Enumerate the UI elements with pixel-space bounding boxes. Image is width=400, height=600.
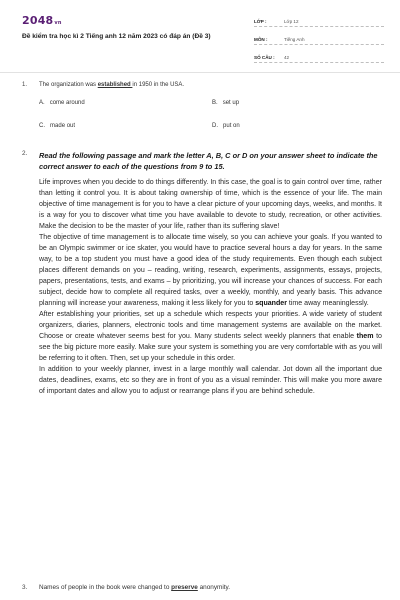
logo-suffix: vn [54, 20, 62, 26]
question-number: 2. [22, 150, 28, 157]
document-header [0, 0, 400, 70]
question-text-after: in 1950 in the USA. [132, 82, 185, 88]
option-a[interactable] [39, 100, 85, 106]
highlighted-word: squander [255, 300, 287, 307]
underlined-word: preserve [171, 584, 198, 591]
document-title: Đề kiểm tra học kì 2 Tiếng anh 12 năm 2023 có đáp án (Đề 3) [22, 33, 211, 40]
meta-label: MÔN : [254, 36, 268, 42]
question-number: 3. [22, 584, 28, 591]
reading-passage [39, 177, 382, 397]
question-text-before: Names of people in the book were changed to [39, 584, 172, 591]
meta-row-question-count [254, 52, 384, 63]
passage-paragraph-1: Life improves when you decide to do things differently. In this case, the goal is to gain control over time, rather than letting it control you. It is about taking ownership of time, which is the essence of your life. The main objective of time management is for you to have a clear picture of your upcoming days, weeks, and months. It is a way for you to discover what time you have available to devote to study, recreation, or other activities. Make the decision to be the master of your life, rather than its suffering slave! [39, 179, 382, 230]
option-text: set up [222, 100, 240, 106]
option-letter: B. [212, 100, 218, 106]
option-text: put on [223, 123, 240, 129]
meta-value: Tiếng Anh [284, 36, 305, 42]
option-text: made out [50, 123, 76, 129]
option-letter: D. [212, 123, 218, 129]
question-text [39, 82, 184, 88]
site-logo[interactable] [22, 14, 62, 27]
document-meta [254, 16, 384, 70]
meta-row-subject [254, 34, 384, 45]
option-letter: A. [39, 100, 45, 106]
paragraph-text: After establishing your priorities, set up a schedule which respects your priorities. A wide variety of student organizers, diaries, planners, electronic tools and time management systems are available on the market. Choose or create whatever seems best for you. Many students select weekly planners that enable [39, 311, 382, 340]
question-text-before: The organization was [39, 82, 98, 88]
option-d[interactable] [212, 123, 240, 129]
paragraph-text: time away meaninglessly. [286, 300, 369, 307]
meta-label: SỐ CÂU : [254, 54, 275, 60]
option-b[interactable] [212, 100, 239, 106]
meta-value: Lớp 12 [284, 18, 299, 24]
question-instruction: Read the following passage and mark the letter A, B, C or D on your answer sheet to indicate the correct answer to each of the questions from 9 to 15. [39, 151, 378, 171]
logo-main: 2048 [22, 14, 54, 27]
meta-row-class [254, 16, 384, 27]
meta-value: 42 [284, 54, 290, 60]
header-divider [0, 72, 400, 73]
option-letter: C. [39, 123, 45, 129]
option-c[interactable] [39, 123, 75, 129]
passage-paragraph-4: In addition to your weekly planner, invest in a large monthly wall calendar. Jot down all the important due dates, deadlines, exams, etc so they are in front of you as a visual reminder. This will make you more aware of important dates and allow you to adjust or rearrange plans if you are behind schedule. [39, 366, 382, 395]
question-number: 1. [22, 82, 28, 88]
paragraph-text: The objective of time management is to allocate time wisely, so you can achieve your goals. If you wanted to be an Olympic swimmer or ice skater, you would have to practice several hours a day for years. In the same way, to be a top student you must have a good idea of the study requirements. Even though each subject places different demands on you – reading, writing, research, experiments, assignments, essays, projects, papers, presentations, tests, and exams – by prioritizing, you will increase your chances of success. For each subject, decide how to complete all required tasks, over a weekly, monthly, and yearly basis. This advance planning will increase your awareness, making it less likely for you to [39, 234, 382, 307]
paragraph-text: to see the big picture more easily. Make sure your system is something you are very comfortable with as you will be referring to it often. Then, set up your schedule in this order. [39, 333, 382, 362]
passage-paragraph-3 [39, 309, 382, 364]
question-text-after: anonymity. [197, 584, 231, 591]
passage-paragraph-2 [39, 232, 382, 309]
meta-label: LỚP : [254, 18, 267, 24]
question-text [39, 584, 230, 591]
highlighted-word: them [356, 333, 374, 340]
underlined-word: established [97, 82, 133, 88]
option-text: come around [49, 100, 85, 106]
